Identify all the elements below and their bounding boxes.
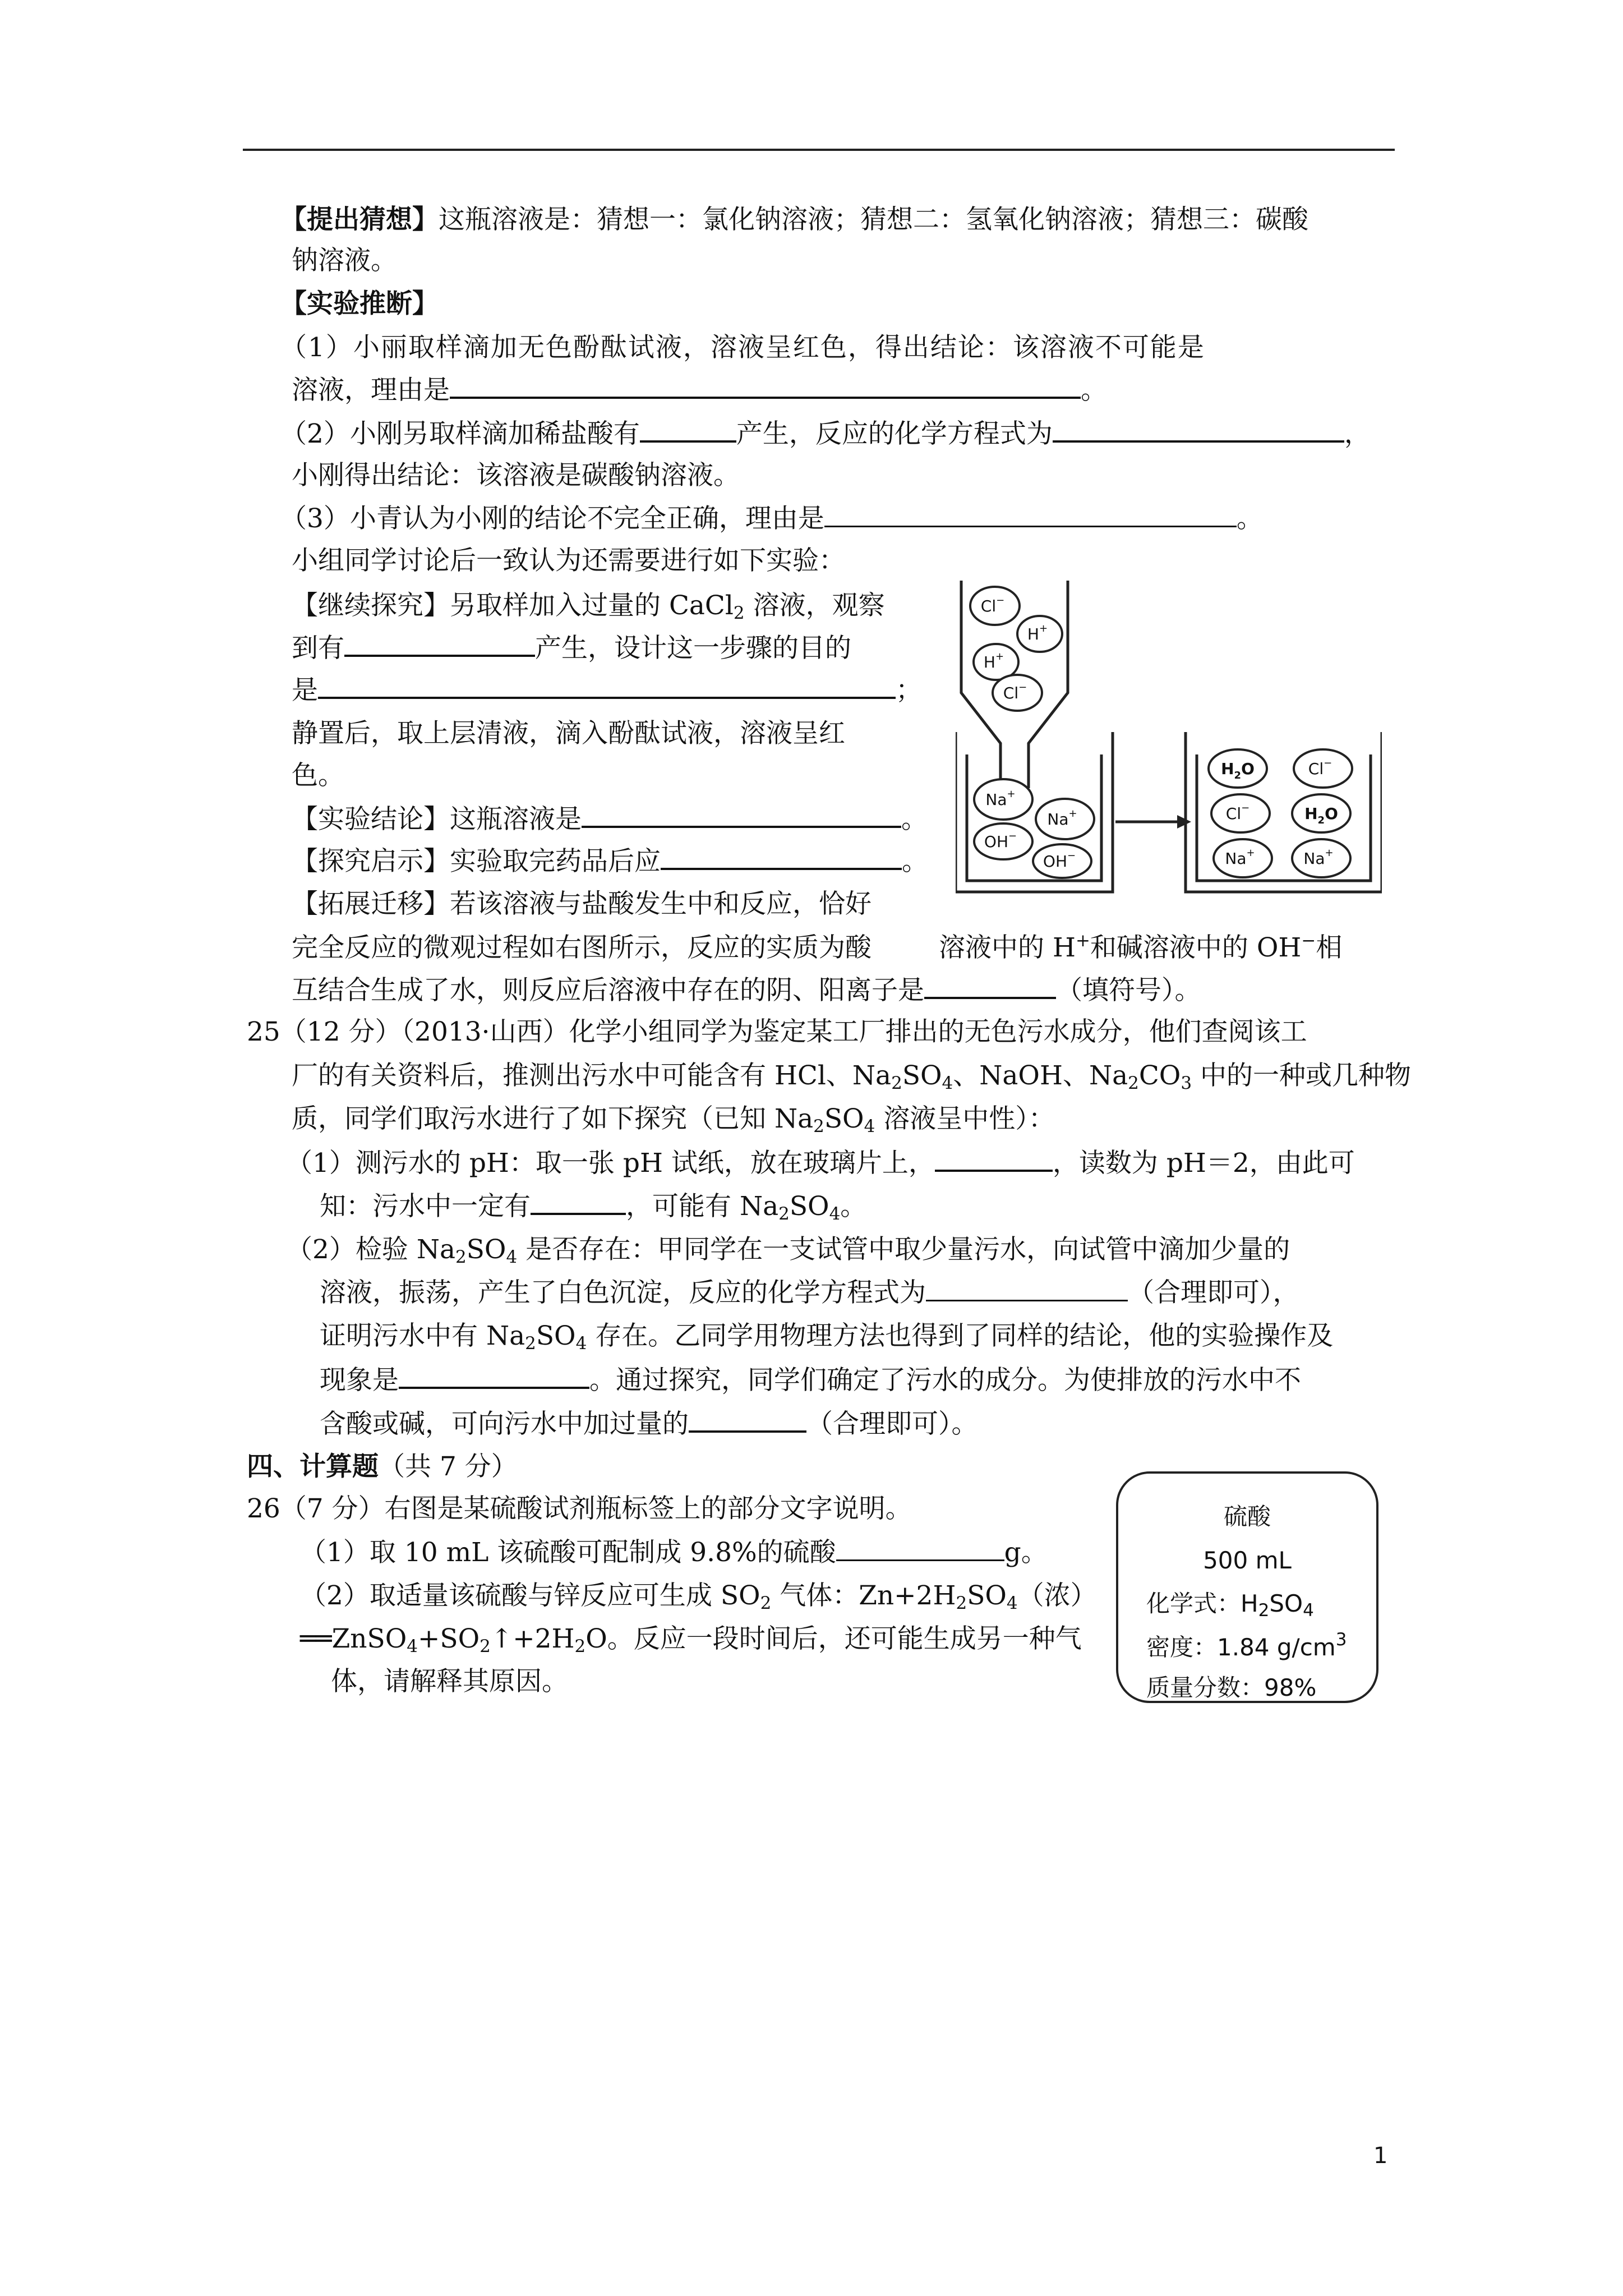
page-number: 1 [1373, 2143, 1388, 2169]
svg-text:H+: H+ [1027, 623, 1048, 643]
text-line: 【提出猜想】这瓶溶液是：猜想一：氯化钠溶液；猜想二：氢氧化钠溶液；猜想三：碳酸 [280, 204, 1308, 235]
molecule-h2o [1209, 749, 1267, 788]
ion-cl [1294, 749, 1352, 788]
answer-blank[interactable] [836, 1536, 1004, 1561]
ion-cl [993, 675, 1042, 711]
ion-cl [1211, 794, 1270, 832]
svg-text:Na+: Na+ [1303, 847, 1334, 868]
ion-cl [970, 587, 1020, 625]
answer-blank[interactable] [582, 802, 901, 828]
text-line: 质，同学们取污水进行了如下探究（已知 $Na_2SO_4$ 溶液呈中性）： [292, 1103, 1055, 1137]
svg-text:H2O: $H_2O$ [1304, 804, 1338, 826]
answer-blank[interactable] [924, 973, 1056, 999]
answer-blank[interactable] [661, 844, 902, 870]
text-line: （3）小青认为小刚的结论不完全正确，理由是 。 [280, 503, 1263, 534]
ion-na [974, 779, 1032, 820]
label-name: 硫酸 [1223, 1503, 1271, 1530]
answer-blank[interactable] [450, 373, 1081, 399]
text-line: 色。 [292, 760, 344, 791]
label-formula: 化学式：$H_2SO_4$ [1146, 1590, 1314, 1621]
header-rule [243, 149, 1395, 151]
question-25-title: 25（12 分）（2013·山西）化学小组同学为鉴定某工厂排出的无色污水成分，他们查阅该工 [247, 1016, 1307, 1047]
ion-na [1292, 839, 1350, 877]
answer-blank[interactable] [399, 1363, 589, 1389]
text-line: $══ZnSO_4+SO_2↑+2H_2O$。反应一段时间后，还可能生成另一种气 [300, 1623, 1082, 1657]
ion-oh [1033, 844, 1091, 878]
neutralization-diagram [956, 575, 1382, 906]
text-line: 互结合生成了水，则反应后溶液中存在的阴、阳离子是 （填符号）。 [292, 973, 1201, 1007]
text-line: 体，请解释其原因。 [331, 1666, 568, 1697]
text-line: （2）检验 $Na_2SO_4$ 是否存在：甲同学在一支试管中取少量污水，向试管中滴加少量的 [286, 1234, 1290, 1267]
answer-blank[interactable] [689, 1407, 806, 1433]
text-line: 溶液，理由是 。 [292, 373, 1107, 407]
text-line: 现象是 。通过探究，同学们确定了污水的成分。为使排放的污水中不 [320, 1363, 1301, 1397]
text-line: 【实验推断】 [280, 288, 439, 319]
text-line: 小刚得出结论：该溶液是碳酸钠溶液。 [292, 460, 740, 491]
svg-text:Cl−: Cl− [1308, 757, 1332, 778]
svg-text:H+: H+ [983, 651, 1004, 671]
svg-text:Cl−: Cl− [1003, 682, 1027, 702]
answer-blank[interactable] [926, 1276, 1128, 1301]
text-line: 小组同学讨论后一致认为还需要进行如下实验： [292, 545, 845, 576]
text-line: 静置后，取上层清液，滴入酚酞试液，溶液呈红 [292, 718, 845, 749]
text-line: 【拓展迁移】若该溶液与盐酸发生中和反应，恰好 [292, 889, 872, 919]
reagent-label [1116, 1471, 1378, 1703]
text-line: （1）取 10 mL 该硫酸可配制成 9.8%的硫酸 g。 [300, 1537, 1048, 1568]
svg-text:Na+: Na+ [985, 788, 1016, 809]
text-line: 钠溶液。 [292, 245, 397, 276]
answer-blank[interactable] [1053, 417, 1344, 443]
answer-blank[interactable] [935, 1146, 1053, 1172]
ion-na [1214, 839, 1272, 877]
text-line: 【实验结论】这瓶溶液是 。 [292, 802, 928, 836]
ion-h [1017, 616, 1062, 652]
text-line: （2）小刚另取样滴加稀盐酸有 产生，反应的化学方程式为 ， [280, 417, 1371, 451]
answer-blank[interactable] [640, 417, 736, 443]
ion-na [1036, 799, 1094, 839]
text-line: 厂的有关资料后，推测出污水中可能含有 HCl、$Na_2SO_4$、NaOH、$Na_2CO_3$ 中的一种或几种物 [292, 1060, 1412, 1093]
text-line: 知：污水中一定有 ，可能有 $Na_2SO_4$。 [320, 1189, 866, 1223]
answer-blank[interactable] [824, 502, 1237, 527]
answer-blank[interactable] [531, 1189, 626, 1215]
text-line: （2）取适量该硫酸与锌反应可生成 $SO_2$ 气体：$Zn+2H_2SO_4$（浓） [300, 1580, 1097, 1613]
text-line: （1）测污水的 pH：取一张 pH 试纸，放在玻璃片上， ，读数为 pH＝2，由此可 [286, 1146, 1355, 1180]
answer-blank[interactable] [344, 631, 535, 657]
svg-text:Cl−: Cl− [1225, 802, 1250, 823]
svg-text:Na+: Na+ [1047, 808, 1077, 829]
svg-text:H2O: $H_2O$ [1221, 760, 1255, 781]
text-line: 【探究启示】实验取完药品后应 。 [292, 844, 928, 878]
svg-text:Na+: Na+ [1225, 847, 1255, 868]
answer-blank[interactable] [318, 673, 896, 699]
text-line: （1）小丽取样滴加无色酚酞试液，溶液呈红色，得出结论：该溶液不可能是 [280, 332, 1205, 363]
svg-text:OH−: OH− [1043, 850, 1076, 871]
label-volume: 500 mL [1203, 1547, 1292, 1574]
text-line: 含酸或碱，可向污水中加过量的 （合理即可）。 [320, 1407, 978, 1441]
svg-text:Cl−: Cl− [980, 595, 1005, 615]
question-26-title: 26（7 分）右图是某硫酸试剂瓶标签上的部分文字说明。 [247, 1493, 912, 1524]
label-density: 密度：1.84 $g/cm^3$ [1146, 1630, 1347, 1661]
molecule-h2o [1292, 794, 1350, 832]
svg-text:OH−: OH− [984, 830, 1017, 851]
label-mass-fraction: 质量分数：98% [1146, 1674, 1317, 1701]
ion-oh [974, 823, 1032, 859]
text-line: 到有 产生，设计这一步骤的目的 [292, 631, 851, 665]
text-line: 完全反应的微观过程如右图所示，反应的实质为酸 溶液中的 H+和碱溶液中的 OH−相 [292, 931, 1343, 963]
text-line: 【继续探究】另取样加入过量的 CaCl$_2$ 溶液，观察 [292, 590, 885, 623]
section-heading: 四、计算题（共 7 分） [247, 1451, 518, 1482]
text-line: 证明污水中有 $Na_2SO_4$ 存在。乙同学用物理方法也得到了同样的结论，他的实验操作及 [320, 1320, 1334, 1354]
text-line: 是 ； [292, 673, 922, 707]
text-line: 溶液，振荡，产生了白色沉淀，反应的化学方程式为 （合理即可）， [320, 1277, 1299, 1308]
